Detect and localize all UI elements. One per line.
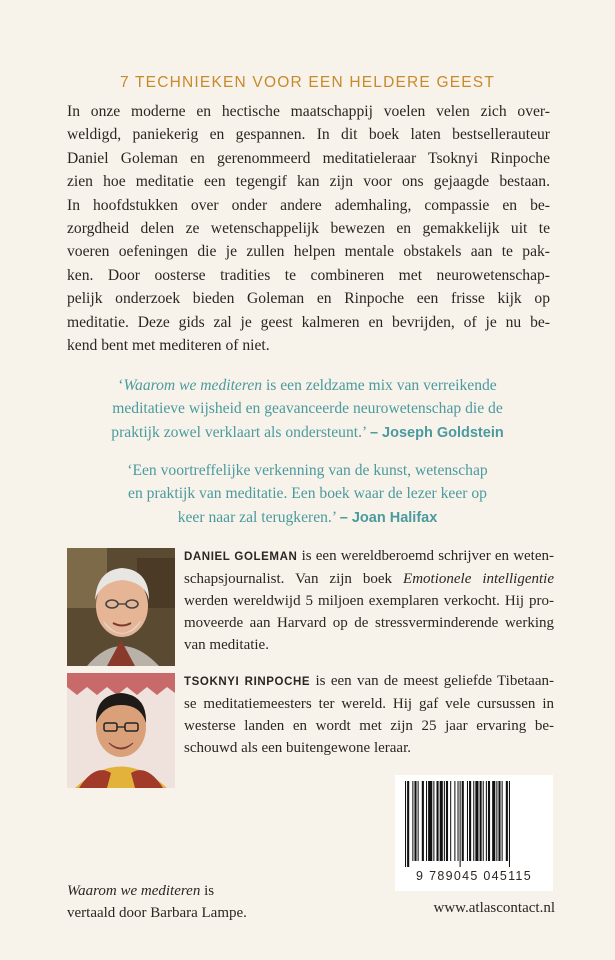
bio-line: moveerde aan Harvard op de stressverminderende werking	[184, 615, 554, 631]
intro-line: ken. Door oosterse tradities te combineren met neurowetenschap-	[67, 266, 550, 284]
author-photo-rinpoche	[67, 673, 175, 788]
bio-line	[184, 670, 554, 693]
translator-text: is	[200, 883, 215, 899]
bio-line: se meditatiemeesters ter wereld. Hij gaf vele cursussen in	[184, 696, 554, 712]
intro-line: zorgdheid delen ze wetenschappelijk bewezen en gemakkelijk uit te	[67, 220, 550, 238]
quote-book-title: Waarom we mediteren	[123, 377, 263, 394]
bio-text: schapsjournalist. Van zijn boek	[184, 571, 404, 587]
author-photo-goleman	[67, 548, 175, 666]
barcode-bar	[414, 781, 416, 861]
intro-line: voeren oefeningen die je zullen helpen mentale obstakels aan te pak-	[67, 243, 550, 261]
barcode-bar	[407, 781, 409, 867]
barcode-bar	[506, 781, 508, 861]
quote-open-mark: ‘	[118, 377, 124, 394]
barcode-bar	[458, 781, 459, 861]
barcode-bar	[405, 781, 406, 867]
barcode-bar	[454, 781, 455, 861]
translator-line	[67, 880, 327, 902]
barcode-bar	[426, 781, 427, 861]
barcode-bar	[412, 781, 413, 861]
intro-line: meditatie. Deze gids zal je geest kalmeren en bevrijden, of je nu be-	[67, 313, 550, 331]
intro-line: weldigd, paniekerig en gespannen. In dit boek laten bestsellerauteur	[67, 126, 550, 144]
intro-line: kend bent met mediteren of niet.	[67, 337, 270, 355]
translator-line: vertaald door Barbara Lampe.	[67, 905, 247, 921]
barcode-bar	[433, 781, 434, 861]
bio-line	[184, 545, 554, 568]
barcode-bar	[509, 781, 510, 867]
barcode-bar	[450, 781, 451, 861]
intro-line: zien hoe meditatie een tegengif kan zijn voor ons gejaagde bestaan.	[67, 173, 550, 191]
barcode-bar	[475, 781, 478, 861]
portrait-illustration	[67, 548, 175, 666]
bio-text: is een wereldberoemd schrijver en weten-	[297, 548, 555, 564]
intro-paragraph	[67, 100, 550, 357]
barcode-bar	[483, 781, 484, 861]
quote-text: keer naar zal terugkeren.’	[177, 508, 340, 526]
cover-heading: 7 TECHNIEKEN VOOR EEN HELDERE GEEST	[119, 74, 496, 91]
bio-goleman	[184, 545, 554, 656]
bio-book-title: Emotionele intelligentie	[403, 571, 554, 587]
quote-attribution: – Joan Halifax	[339, 509, 438, 526]
quote-line	[60, 421, 555, 445]
bio-line: westerse landen en wordt met zijn 25 jaar ervaring be-	[184, 718, 554, 734]
barcode-bar	[498, 781, 500, 861]
quote-halifax	[60, 459, 555, 530]
barcode-bar	[469, 781, 471, 861]
barcode-bar	[437, 781, 439, 861]
barcode-bar	[440, 781, 443, 861]
barcode-bar	[492, 781, 495, 861]
author-name: TSOKNYI RINPOCHE	[184, 676, 311, 688]
quote-line: ‘Een voortreffelijke verkenning van de kunst, wetenschap	[127, 462, 488, 479]
translator-book-title: Waarom we mediteren	[67, 883, 201, 899]
bio-rinpoche	[184, 670, 554, 759]
barcode-bar	[496, 781, 497, 861]
bio-line: schouwd als een buitengewone leraar.	[184, 740, 411, 756]
barcode-bar	[418, 781, 419, 861]
bio-line: van meditatie.	[184, 637, 269, 653]
barcode-bar	[446, 781, 448, 861]
barcode-bars-icon	[403, 781, 545, 867]
intro-line: In onze moderne en hectische maatschappij voelen velen zich over-	[67, 103, 550, 120]
barcode-bar	[462, 781, 464, 861]
barcode-bar	[460, 781, 461, 867]
quote-line	[60, 374, 555, 397]
barcode-bar	[428, 781, 432, 861]
quote-line: en praktijk van meditatie. Een boek waar de lezer keer op	[128, 485, 487, 503]
bio-line	[184, 568, 554, 590]
quote-line	[60, 506, 555, 530]
quote-goldstein	[60, 374, 555, 445]
barcode-bar	[488, 781, 490, 861]
barcode-bar	[480, 781, 482, 861]
barcode-bar	[444, 781, 445, 861]
intro-line: Daniel Goleman en gerenommeerd meditatieleraar Tsoknyi Rinpoche	[67, 149, 550, 167]
intro-line: In hoofdstukken over onder andere ademhaling, compassie en be-	[67, 196, 550, 214]
intro-line: pelijk onderzoek bieden Goleman en Rinpoche een frisse kijk op	[67, 290, 550, 308]
quote-attribution: – Joseph Goldstein	[369, 424, 504, 441]
author-name: DANIEL GOLEMAN	[184, 551, 298, 563]
publisher-website: www.atlascontact.nl	[433, 900, 555, 916]
barcode-bar	[422, 781, 424, 861]
bio-line: werden wereldwijd 5 miljoen exemplaren verkocht. Hij pro-	[184, 593, 554, 609]
portrait-illustration	[67, 673, 175, 788]
isbn-barcode	[395, 775, 553, 891]
barcode-bar	[467, 781, 468, 861]
barcode-bar	[486, 781, 487, 861]
isbn-number: 9 789045 045115	[416, 869, 532, 883]
bio-text: is een van de meest geliefde Tibetaan-	[310, 673, 554, 689]
translator-note	[67, 880, 327, 924]
quote-text: is een zeldzame mix van verreikende	[262, 377, 497, 394]
barcode-bar	[502, 781, 503, 861]
quote-line: meditatieve wijsheid en geavanceerde neurowetenschap die de	[112, 400, 503, 418]
quote-text: praktijk zowel verklaart als ondersteunt.’	[111, 423, 370, 441]
barcode-bar	[473, 781, 474, 861]
